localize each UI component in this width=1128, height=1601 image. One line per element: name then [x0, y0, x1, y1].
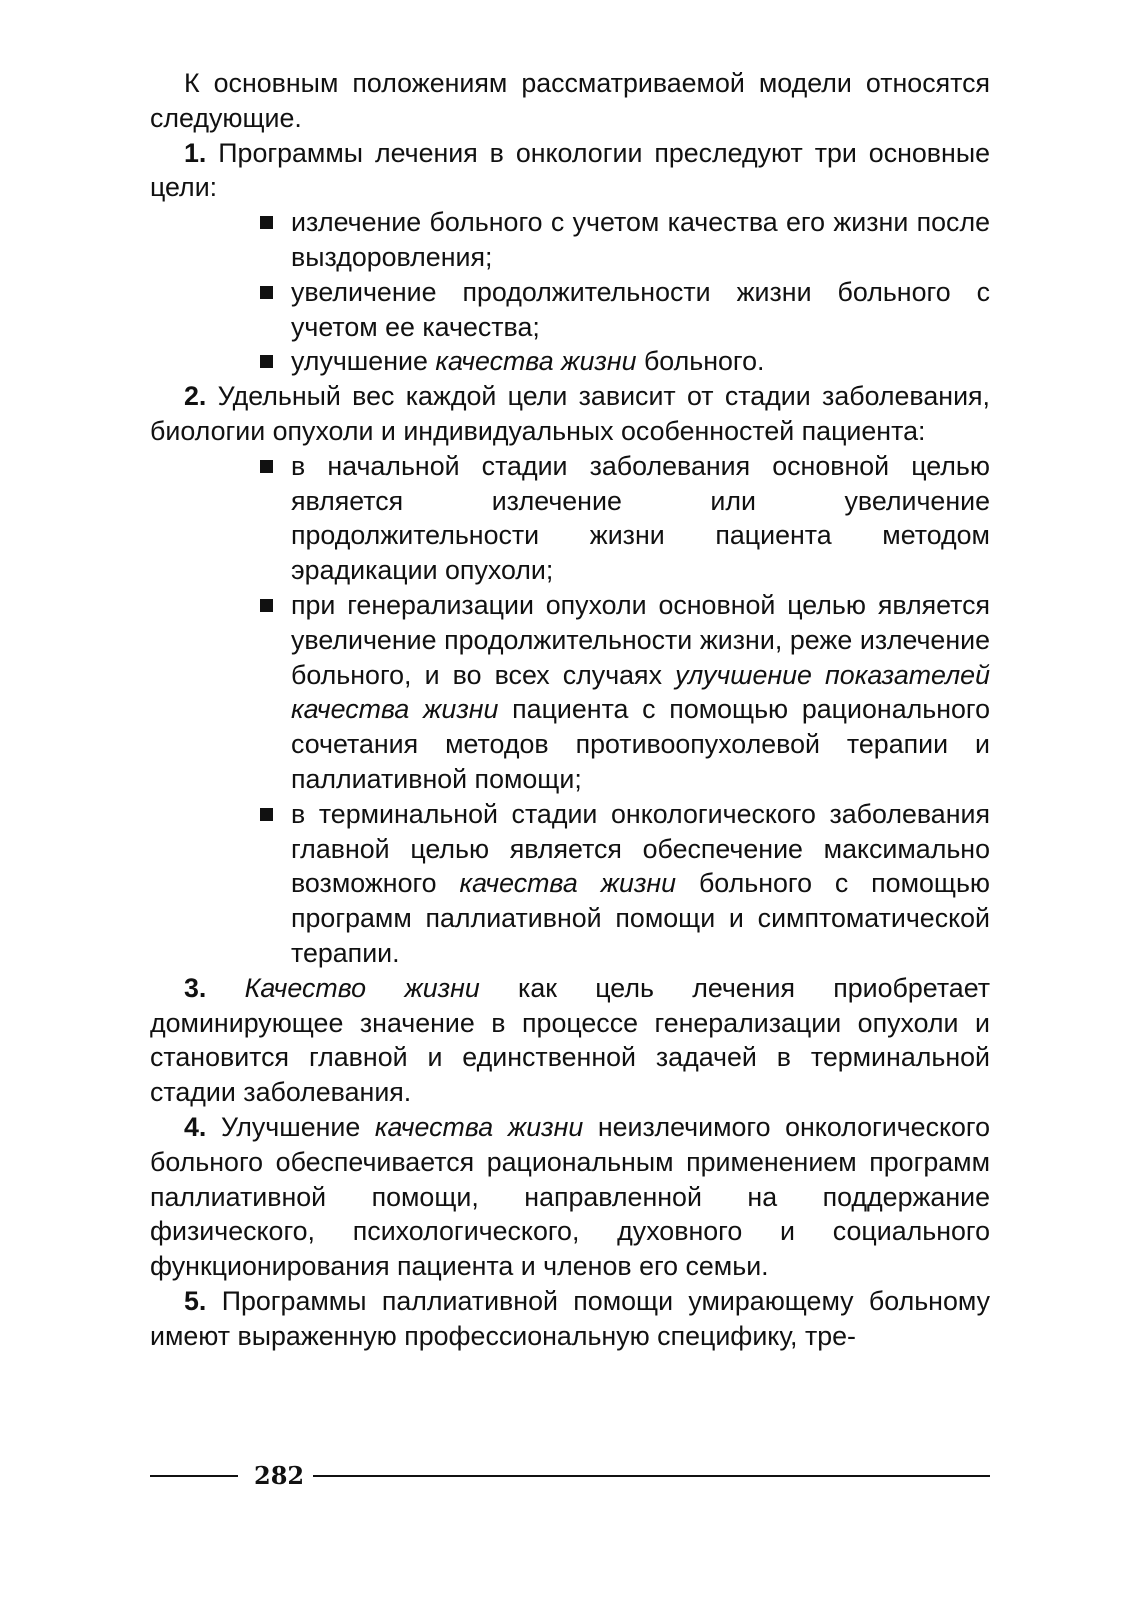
- bullet-square-icon: [260, 286, 273, 299]
- footer-rule-left: [150, 1475, 238, 1477]
- bullet-square-icon: [260, 355, 273, 368]
- paragraph-number: 5.: [184, 1285, 207, 1316]
- paragraph-number: 1.: [184, 137, 207, 168]
- paragraph-text: Программы лечения в онкологии преследуют три основные цели:: [150, 137, 990, 203]
- list-item-text: улучшение: [291, 346, 428, 377]
- italic-term: качества жизни: [374, 1111, 584, 1142]
- list-item-text: пациента с помощью рационального сочетания методов противоопухолевой терапии и паллиативной помощи;: [291, 694, 990, 794]
- goals-list: [150, 205, 990, 379]
- list-item-text: при генерализации опухоли основной целью является увеличение продолжительности жизни, реже излечение больного, и во всех случаях: [291, 589, 990, 690]
- bullet-square-icon: [260, 599, 273, 612]
- list-item: [260, 449, 990, 588]
- list-item-text: в начальной стадии заболевания основной целью является излечение или увеличение продолжительности жизни пациента методом эрадикации опухоли;: [291, 450, 990, 586]
- list-item-text: больного.: [643, 346, 765, 377]
- paragraph-text: Удельный вес каждой цели зависит от стадии заболевания, биологии опухоли и индивидуальных особенностей пациента:: [150, 381, 990, 446]
- italic-term: улучшение показателей качества жизни: [291, 659, 990, 725]
- paragraph-number: 2.: [184, 381, 207, 412]
- paragraph-2: [150, 379, 990, 449]
- paragraph-1: [150, 136, 990, 206]
- list-item-text: увеличение продолжительности жизни больного с учетом ее качества;: [291, 276, 990, 342]
- paragraph-number: 4.: [184, 1111, 207, 1142]
- paragraph-5: [150, 1284, 990, 1354]
- list-item: [260, 344, 990, 379]
- paragraph-text: Улучшение: [220, 1111, 361, 1142]
- italic-term: Качество жизни: [244, 972, 480, 1003]
- italic-term: качества жизни: [435, 346, 637, 377]
- bullet-square-icon: [260, 460, 273, 473]
- list-item-text: в терминальной стадии онкологического заболевания главной целью является обеспечение максимально возможного: [291, 798, 990, 899]
- paragraph-text: Программы паллиативной помощи умирающему больному имеют выраженную профессиональную специфику, тре-: [150, 1285, 990, 1351]
- bullet-square-icon: [260, 216, 273, 229]
- list-item: [260, 275, 990, 345]
- list-item: [260, 205, 990, 275]
- list-item-text: излечение больного с учетом качества его жизни после выздоровления;: [291, 207, 990, 272]
- list-item: [260, 797, 990, 971]
- footer-rule-right: [313, 1475, 990, 1477]
- paragraph-text: как цель лечения приобретает доминирующее значение в процессе генерализации опухоли и становится главной и единственной задачей в терминальной стадии заболевания.: [150, 972, 990, 1108]
- paragraph-text: неизлечимого онкологического больного обеспечивается рациональным применением программ паллиативной помощи, направленной на поддержание физического, психологического, духовного и социального функционирования пациента и членов его семьи.: [150, 1111, 991, 1282]
- page-footer: [150, 1458, 990, 1494]
- page-body: [150, 66, 990, 1353]
- paragraph-3: [150, 971, 990, 1110]
- paragraph-4: [150, 1110, 990, 1284]
- list-item: [260, 588, 990, 797]
- stages-list: [150, 449, 990, 971]
- intro-text: К основным положениям рассматриваемой модели относятся следующие.: [150, 68, 990, 133]
- italic-term: качества жизни: [459, 868, 677, 899]
- intro-paragraph: [150, 66, 990, 136]
- page-number: 282: [254, 1461, 305, 1490]
- paragraph-number: 3.: [184, 972, 207, 1003]
- list-item-text: больного с помощью программ паллиативной помощи и симптоматической терапии.: [291, 868, 991, 968]
- bullet-square-icon: [260, 808, 273, 821]
